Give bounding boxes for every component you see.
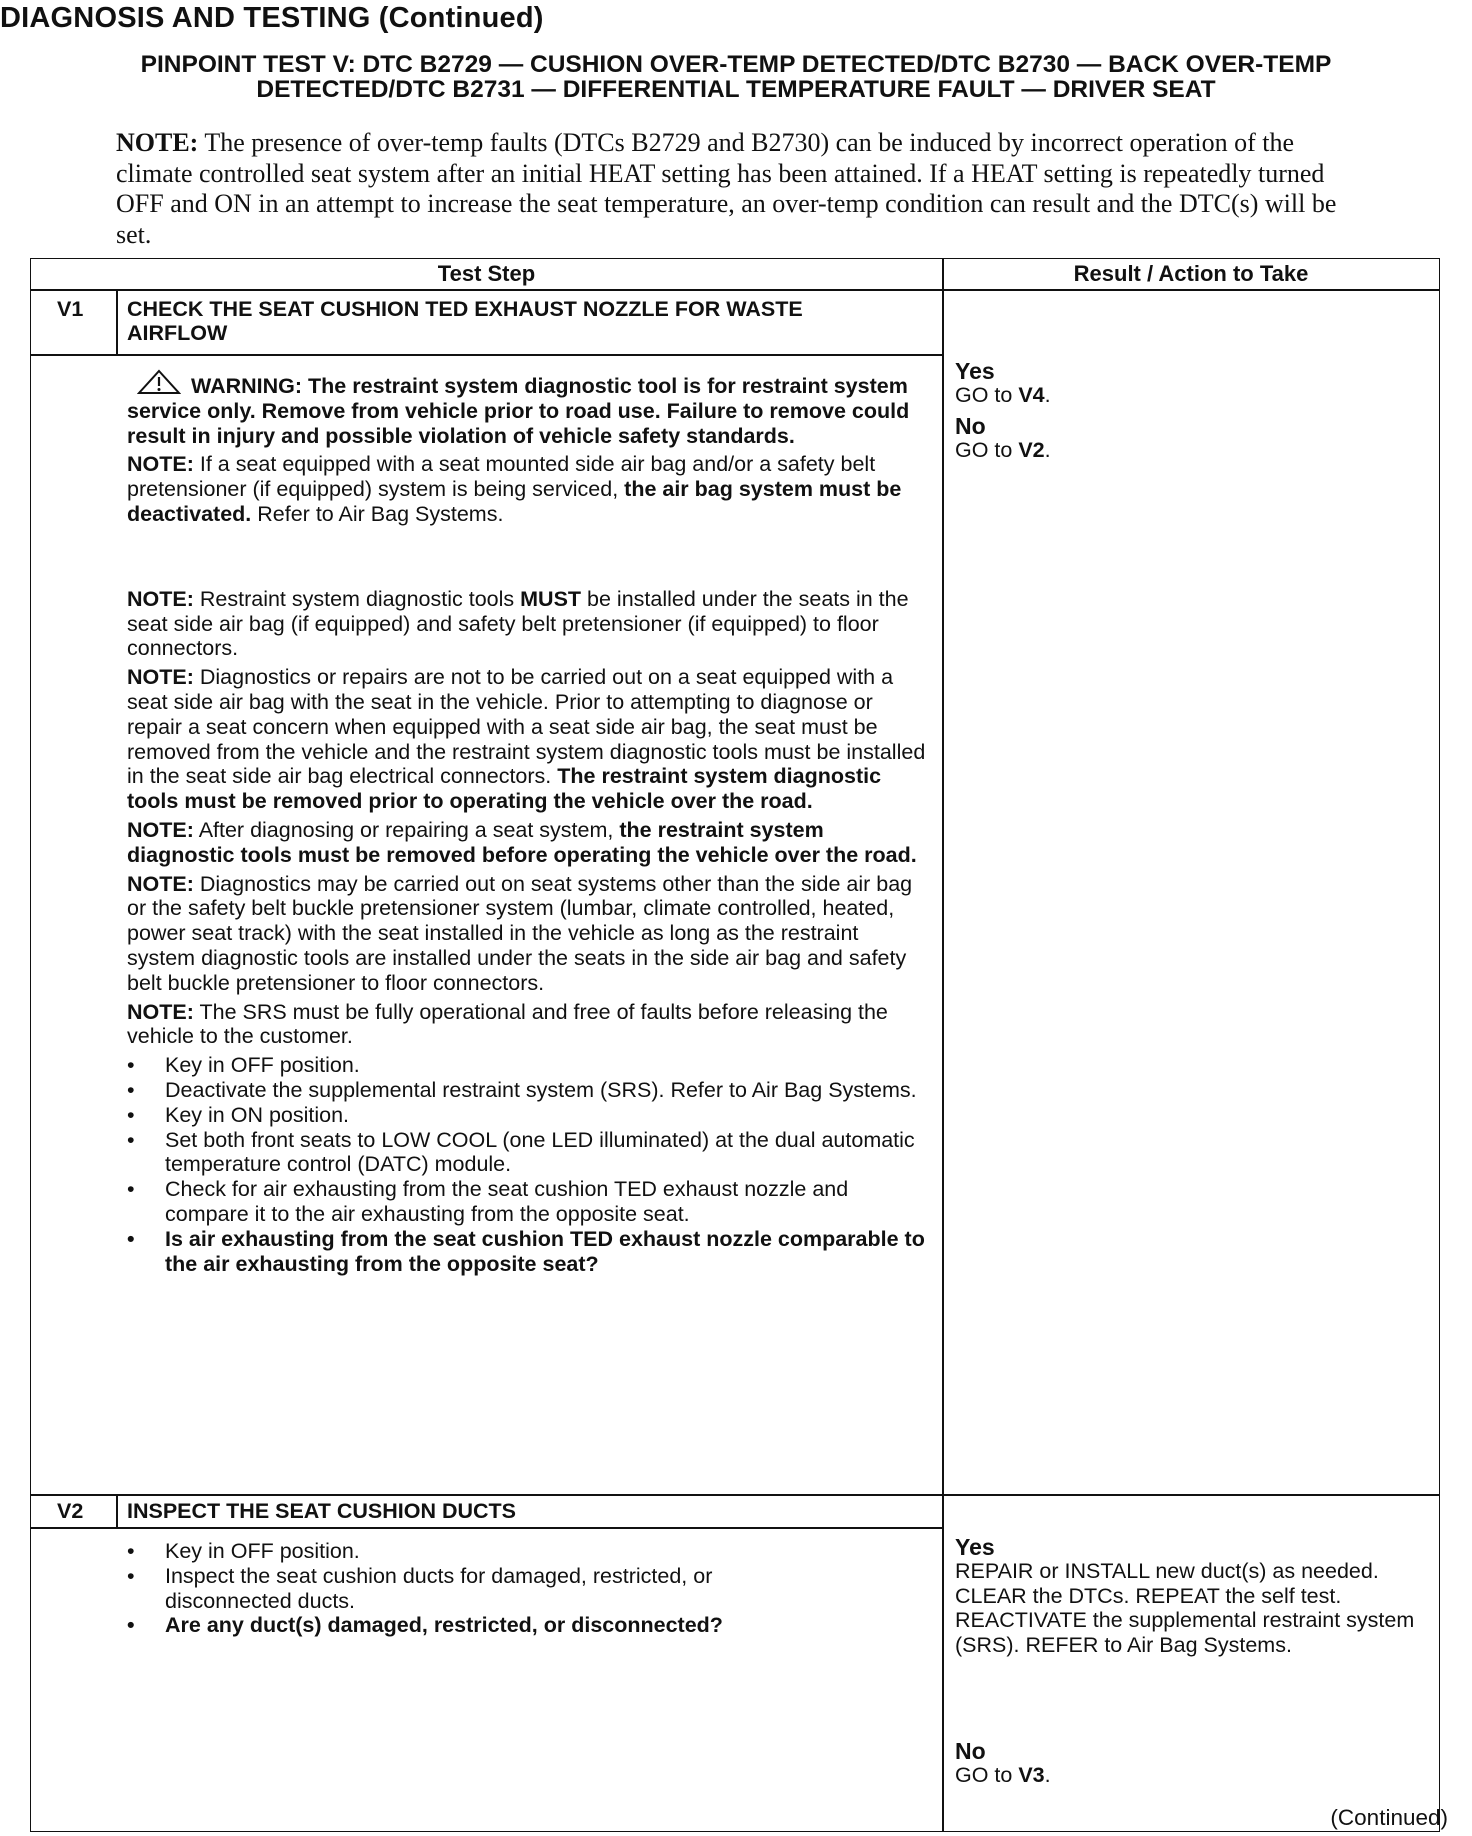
v1-no-action: GO to V2. xyxy=(955,437,1051,462)
note-tools-install: NOTE: Restraint system diagnostic tools MUST be installed under the seats in the seat side air bag (if equipped) and safety belt pretensioner (if equipped) to floor connectors. xyxy=(127,586,909,661)
result-v1 xyxy=(955,359,1425,462)
step-body-v1 xyxy=(127,369,927,1276)
list-item: • Set both front seats to LOW COOL (one LED illuminated) at the dual automatic temperature control (DATC) module. xyxy=(127,1128,927,1178)
pinpoint-title-line-2: DETECTED/DTC B2731 — DIFFERENTIAL TEMPERATURE FAULT — DRIVER SEAT xyxy=(256,76,1216,103)
v2-no-action: GO to V3. xyxy=(955,1763,1051,1787)
note-seat-removal: NOTE: Diagnostics or repairs are not to be carried out on a seat equipped with a seat side air bag with the seat in the vehicle. Prior to attempting to diagnose or repair a seat concern when equipped with a seat side air bag, the seat must be removed from the vehicle and the restraint system diagnostic tools must be installed in the seat side air bag electrical connectors. The restraint system diagnostic tools must be removed prior to operating the vehicle over the road. xyxy=(127,665,926,814)
list-item: • Key in OFF position. xyxy=(127,1053,927,1078)
v2-no-label: No xyxy=(955,1738,986,1764)
intro-note-label: NOTE: xyxy=(116,128,199,157)
intro-note xyxy=(116,128,1366,250)
continued-label: (Continued) xyxy=(1330,1805,1448,1830)
v2-step-list xyxy=(127,1539,927,1638)
step-title-v1: CHECK THE SEAT CUSHION TED EXHAUST NOZZLE FOR WASTE AIRFLOW xyxy=(127,297,803,345)
v1-yes-label: Yes xyxy=(955,358,995,384)
warning-text: WARNING: The restraint system diagnostic tool is for restraint system service only. Remove from vehicle prior to road use. Failure to remove could result in injury and possible violation of vehicle safety standards. xyxy=(127,374,910,448)
step-title-v2: INSPECT THE SEAT CUSHION DUCTS xyxy=(127,1499,517,1523)
v2-yes-action: REPAIR or INSTALL new duct(s) as needed. CLEAR the DTCs. REPEAT the self test. REACTIVATE the supplemental restraint system (SRS). REFER to Air Bag Systems. xyxy=(955,1559,1415,1657)
pinpoint-test-title xyxy=(36,52,1436,102)
pinpoint-test-table xyxy=(30,258,1440,1832)
pinpoint-title-line-1: PINPOINT TEST V: DTC B2729 — CUSHION OVER-TEMP DETECTED/DTC B2730 — BACK OVER-TEMP xyxy=(140,51,1332,78)
note-deactivate: NOTE: If a seat equipped with a seat mounted side air bag and/or a safety belt pretensioner (if equipped) system is being serviced, the air bag system must be deactivated. Refer to Air Bag Systems. xyxy=(127,452,902,526)
warning-triangle-icon xyxy=(137,369,181,395)
intro-note-text: The presence of over-temp faults (DTCs B2729 and B2730) can be induced by incorrect operation of the climate controlled seat system after an initial HEAT setting has been attained. If a HEAT setting is repeatedly turned OFF and ON in an attempt to increase the seat temperature, an over-temp condition can result and the DTC(s) will be set. xyxy=(116,128,1337,249)
list-item: • Key in ON position. xyxy=(127,1103,927,1128)
v2-question: • Are any duct(s) damaged, restricted, or disconnected? xyxy=(127,1613,927,1638)
page-heading: DIAGNOSIS AND TESTING (Continued) xyxy=(0,2,544,34)
v1-yes-action: GO to V4. xyxy=(955,383,1051,407)
note-other-systems: NOTE: Diagnostics may be carried out on seat systems other than the side air bag or the safety belt buckle pretensioner system (lumbar, climate controlled, heated, power seat track) with the seat installed in the vehicle as long as the restraint system diagnostic tools are installed under the seats in the side air bag and safety belt buckle pretensioner to floor connectors. xyxy=(127,871,913,995)
step-id-v2: V2 xyxy=(57,1499,84,1523)
note-after-diagnosing: NOTE: After diagnosing or repairing a seat system, the restraint system diagnostic tools must be removed before operating the vehicle over the road. xyxy=(127,817,917,867)
step-body-v2 xyxy=(127,1539,927,1638)
warning-paragraph xyxy=(127,369,927,448)
header-result-action: Result / Action to Take xyxy=(1073,261,1309,286)
list-item: • Check for air exhausting from the seat cushion TED exhaust nozzle and compare it to the air exhausting from the opposite seat. xyxy=(127,1177,927,1227)
v1-step-list xyxy=(127,1053,927,1276)
step-id-v1: V1 xyxy=(57,297,84,321)
v1-no-label: No xyxy=(955,412,986,439)
result-v2 xyxy=(955,1535,1425,1788)
list-item: • Key in OFF position. xyxy=(127,1539,927,1564)
list-item: • Deactivate the supplemental restraint system (SRS). Refer to Air Bag Systems. xyxy=(127,1078,927,1103)
header-test-step: Test Step xyxy=(437,261,536,286)
v2-yes-label: Yes xyxy=(955,1534,995,1560)
v1-question: • Is air exhausting from the seat cushion TED exhaust nozzle comparable to the air exhausting from the opposite seat? xyxy=(127,1227,927,1277)
note-srs-operational: NOTE: The SRS must be fully operational and free of faults before releasing the vehicle to the customer. xyxy=(127,999,888,1049)
list-item: • Inspect the seat cushion ducts for damaged, restricted, or disconnected ducts. xyxy=(127,1564,927,1614)
